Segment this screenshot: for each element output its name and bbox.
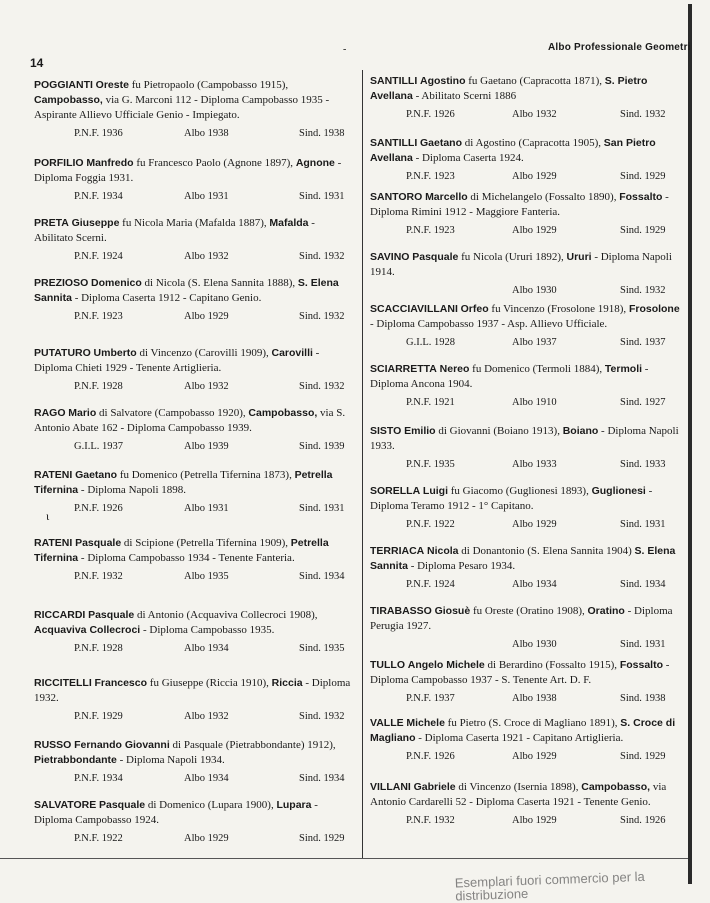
entry-pnf: P.N.F. 1932 bbox=[74, 571, 123, 582]
registry-entry bbox=[370, 250, 682, 301]
entry-residence: Mafalda bbox=[269, 217, 309, 229]
entry-text bbox=[370, 250, 682, 280]
registry-entry bbox=[370, 484, 682, 535]
entry-albo: Albo 1929 bbox=[184, 833, 229, 844]
entry-parentage: di Nicola (S. Elena Sannita 1888), bbox=[144, 277, 296, 289]
entry-surname: VALLE bbox=[370, 717, 404, 729]
entry-albo: Albo 1939 bbox=[184, 441, 229, 452]
entry-surname: PREZIOSO bbox=[34, 277, 89, 289]
entry-albo: Albo 1932 bbox=[184, 711, 229, 722]
entry-registrations bbox=[370, 751, 682, 767]
entry-pnf: P.N.F. 1929 bbox=[74, 711, 123, 722]
entry-pnf: P.N.F. 1922 bbox=[406, 519, 455, 530]
registry-entry bbox=[370, 658, 682, 709]
entry-sind: Sind. 1929 bbox=[620, 225, 666, 236]
entry-qualifications: - Diploma Foggia 1931. bbox=[34, 157, 342, 184]
entry-text bbox=[34, 798, 356, 828]
entry-parentage: fu Vincenzo (Frosolone 1918), bbox=[491, 303, 627, 315]
entry-residence: Frosolone bbox=[628, 303, 680, 315]
entry-sind: Sind. 1934 bbox=[299, 571, 345, 582]
entry-firstname: Oreste bbox=[95, 79, 129, 91]
registry-entry bbox=[370, 74, 682, 125]
entry-text bbox=[34, 156, 356, 186]
entry-albo: Albo 1930 bbox=[512, 639, 557, 650]
entry-text bbox=[34, 608, 356, 638]
entry-text bbox=[370, 190, 682, 220]
entry-pnf: P.N.F. 1928 bbox=[74, 381, 123, 392]
entry-surname: SANTILLI bbox=[370, 75, 418, 87]
registry-entry bbox=[34, 468, 356, 519]
entry-parentage: di Michelangelo (Fossalto 1890), bbox=[470, 191, 617, 203]
entry-text bbox=[370, 362, 682, 392]
entry-residence: Campobasso, bbox=[34, 94, 103, 106]
entry-pnf: P.N.F. 1934 bbox=[74, 773, 123, 784]
entry-pnf: P.N.F. 1937 bbox=[406, 693, 455, 704]
entry-firstname: Orfeo bbox=[460, 303, 489, 315]
entry-registrations bbox=[370, 459, 682, 475]
stamp-text: Esemplari fuori commercio per la distribuzione bbox=[454, 868, 646, 903]
registry-entry bbox=[370, 544, 682, 595]
entry-parentage: di Scipione (Petrella Tifernina 1909), bbox=[123, 537, 288, 549]
entry-sind: Sind. 1932 bbox=[299, 311, 345, 322]
entry-qualifications: - Diploma Ancona 1904. bbox=[370, 363, 649, 390]
entry-qualifications: - Diploma Napoli 1898. bbox=[80, 484, 187, 496]
entry-parentage: di Pasquale (Pietrabbondante) 1912), bbox=[172, 739, 336, 751]
entry-surname: SALVATORE bbox=[34, 799, 97, 811]
entry-residence: Pietrabbondante bbox=[34, 754, 117, 766]
entry-residence: S. Elena Sannita bbox=[370, 545, 676, 572]
entry-residence: San Pietro Avellana bbox=[370, 137, 656, 164]
entry-surname: TULLO bbox=[370, 659, 405, 671]
column-divider bbox=[362, 70, 363, 858]
entry-firstname: Agostino bbox=[420, 75, 466, 87]
entry-residence: Petrella Tifernina bbox=[34, 469, 333, 496]
entry-residence: Campobasso, bbox=[248, 407, 318, 419]
entry-registrations bbox=[370, 693, 682, 709]
entry-residence: Guglionesi bbox=[591, 485, 646, 497]
registry-entry bbox=[370, 604, 682, 655]
registry-entry bbox=[34, 276, 356, 327]
entry-firstname: Pasquale bbox=[98, 799, 146, 811]
registry-entry bbox=[370, 424, 682, 475]
entry-qualifications: - Diploma Napoli 1933. bbox=[370, 425, 679, 452]
entry-firstname: Gabriele bbox=[413, 781, 456, 793]
entry-pnf: P.N.F. 1923 bbox=[74, 311, 123, 322]
entry-albo: Albo 1931 bbox=[184, 503, 229, 514]
entry-text bbox=[370, 658, 682, 688]
entry-registrations bbox=[34, 571, 356, 587]
entry-sind: Sind. 1934 bbox=[299, 773, 345, 784]
header-mark: - bbox=[343, 44, 347, 55]
entry-sind: Sind. 1931 bbox=[299, 503, 345, 514]
entry-parentage: fu Pietro (S. Croce di Magliano 1891), bbox=[447, 717, 618, 729]
page-edge-line bbox=[688, 4, 692, 884]
entry-albo: Albo 1934 bbox=[184, 643, 229, 654]
entry-surname: RATENI bbox=[34, 469, 73, 481]
entry-firstname: Nereo bbox=[439, 363, 470, 375]
entry-firstname: Pasquale bbox=[88, 609, 135, 621]
entry-firstname: Pasquale bbox=[75, 537, 122, 549]
entry-sind: Sind. 1933 bbox=[620, 459, 666, 470]
registry-entry bbox=[370, 302, 682, 353]
entry-albo: Albo 1934 bbox=[512, 579, 557, 590]
entry-pnf: P.N.F. 1928 bbox=[74, 643, 123, 654]
entry-registrations bbox=[370, 815, 682, 831]
entry-parentage: fu Nicola (Ururi 1892), bbox=[461, 251, 564, 263]
entry-surname: RICCARDI bbox=[34, 609, 86, 621]
entry-qualifications: - Diploma Campobasso 1934 - Tenente Fanteria. bbox=[80, 552, 295, 564]
entry-surname: SANTILLI bbox=[370, 137, 418, 149]
entry-registrations bbox=[370, 109, 682, 125]
entry-pnf: P.N.F. 1921 bbox=[406, 397, 455, 408]
entry-albo: Albo 1935 bbox=[184, 571, 229, 582]
entry-albo: Albo 1938 bbox=[184, 128, 229, 139]
entry-albo: Albo 1930 bbox=[512, 285, 557, 296]
entry-firstname: Luigi bbox=[422, 485, 448, 497]
entry-sind: Sind. 1931 bbox=[620, 639, 666, 650]
entry-residence: Carovilli bbox=[271, 347, 313, 359]
entry-qualifications: - Diploma Caserta 1912 - Capitano Genio. bbox=[74, 292, 262, 304]
entry-parentage: fu Nicola Maria (Mafalda 1887), bbox=[122, 217, 267, 229]
entry-sind: Sind. 1932 bbox=[620, 109, 666, 120]
entry-firstname: Umberto bbox=[93, 347, 137, 359]
entry-registrations bbox=[34, 773, 356, 789]
entry-qualifications: - Diploma Teramo 1912 - 1° Capitano. bbox=[370, 485, 653, 512]
entry-sind: Sind. 1934 bbox=[620, 579, 666, 590]
entry-qualifications: - Diploma Napoli 1914. bbox=[370, 251, 672, 278]
entry-pnf: P.N.F. 1926 bbox=[74, 503, 123, 514]
entry-surname: PRETA bbox=[34, 217, 69, 229]
registry-entry bbox=[34, 536, 356, 587]
entry-parentage: di Vincenzo (Isernia 1898), bbox=[458, 781, 579, 793]
entry-surname: SORELLA bbox=[370, 485, 421, 497]
entry-surname: SCACCIAVILLANI bbox=[370, 303, 458, 315]
entry-surname: VILLANI bbox=[370, 781, 411, 793]
entry-sind: Sind. 1932 bbox=[299, 251, 345, 262]
entry-text bbox=[34, 536, 356, 566]
entry-text bbox=[34, 78, 356, 123]
entry-surname: TIRABASSO bbox=[370, 605, 432, 617]
entry-pnf: P.N.F. 1935 bbox=[406, 459, 455, 470]
entry-text bbox=[370, 302, 682, 332]
entry-parentage: di Giovanni (Boiano 1913), bbox=[438, 425, 560, 437]
registry-entry bbox=[370, 716, 682, 767]
entry-sind: Sind. 1938 bbox=[620, 693, 666, 704]
entry-registrations bbox=[34, 503, 356, 519]
entry-albo: Albo 1929 bbox=[512, 751, 557, 762]
entry-registrations bbox=[34, 643, 356, 659]
registry-entry bbox=[34, 608, 356, 659]
entry-residence: Lupara bbox=[276, 799, 312, 811]
entry-text bbox=[370, 424, 682, 454]
entry-parentage: fu Giacomo (Guglionesi 1893), bbox=[450, 485, 589, 497]
entry-parentage: di Donantonio (S. Elena Sannita 1904) bbox=[461, 545, 632, 557]
entry-parentage: fu Giuseppe (Riccia 1910), bbox=[149, 677, 269, 689]
entry-text bbox=[370, 74, 682, 104]
entry-pnf: P.N.F. 1922 bbox=[74, 833, 123, 844]
entry-residence: Agnone bbox=[295, 157, 335, 169]
entry-qualifications: - Diploma Campobasso 1924. bbox=[34, 799, 318, 826]
entry-qualifications: - Diploma Caserta 1924. bbox=[415, 152, 524, 164]
entry-albo: Albo 1937 bbox=[512, 337, 557, 348]
entry-parentage: fu Domenico (Termoli 1884), bbox=[472, 363, 603, 375]
entry-albo: Albo 1929 bbox=[512, 225, 557, 236]
entry-firstname: Marcello bbox=[425, 191, 468, 203]
entry-residence: Acquaviva Collecroci bbox=[34, 624, 141, 636]
registry-entry bbox=[34, 676, 356, 727]
entry-parentage: di Agostino (Capracotta 1905), bbox=[464, 137, 602, 149]
entry-sind: Sind. 1932 bbox=[299, 711, 345, 722]
entry-pnf: G.I.L. 1928 bbox=[406, 337, 455, 348]
entry-registrations bbox=[34, 128, 356, 144]
entry-text bbox=[34, 468, 356, 498]
entry-text bbox=[34, 738, 356, 768]
entry-parentage: di Vincenzo (Carovilli 1909), bbox=[139, 347, 269, 359]
entry-text bbox=[370, 780, 682, 810]
entry-text bbox=[370, 484, 682, 514]
entry-surname: PORFILIO bbox=[34, 157, 84, 169]
entry-qualifications: via G. Marconi 112 - Diploma Campobasso 1935 - Aspirante Allievo Ufficiale Genio - Impiegato. bbox=[34, 94, 330, 121]
registry-entry bbox=[370, 362, 682, 413]
entry-sind: Sind. 1937 bbox=[620, 337, 666, 348]
entry-residence: Fossalto bbox=[619, 191, 663, 203]
entry-surname: SANTORO bbox=[370, 191, 423, 203]
entry-firstname: Giuseppe bbox=[71, 217, 120, 229]
entry-registrations bbox=[370, 519, 682, 535]
entry-text bbox=[370, 604, 682, 634]
entry-text bbox=[34, 406, 356, 436]
entry-text bbox=[370, 136, 682, 166]
entry-qualifications: - Abilitato Scerni 1886 bbox=[415, 90, 517, 102]
entry-registrations bbox=[34, 833, 356, 849]
entry-residence: Riccia bbox=[271, 677, 303, 689]
entry-sind: Sind. 1929 bbox=[299, 833, 345, 844]
entry-firstname: Francesco bbox=[94, 677, 148, 689]
entry-pnf: P.N.F. 1923 bbox=[406, 225, 455, 236]
entry-registrations bbox=[370, 337, 682, 353]
entry-residence: S. Pietro Avellana bbox=[370, 75, 648, 102]
entry-parentage: fu Oreste (Oratino 1908), bbox=[472, 605, 585, 617]
entry-registrations bbox=[34, 711, 356, 727]
entry-sind: Sind. 1932 bbox=[299, 381, 345, 392]
entry-surname: PUTATURO bbox=[34, 347, 91, 359]
entry-albo: Albo 1929 bbox=[512, 519, 557, 530]
entry-parentage: fu Domenico (Petrella Tifernina 1873), bbox=[119, 469, 292, 481]
registry-entry bbox=[34, 346, 356, 397]
registry-entry bbox=[34, 216, 356, 267]
registry-entry bbox=[34, 798, 356, 849]
entry-qualifications: - Diploma Campobasso 1937 - Asp. Allievo Ufficiale. bbox=[370, 318, 608, 330]
entry-pnf: P.N.F. 1936 bbox=[74, 128, 123, 139]
entry-surname: SCIARRETTA bbox=[370, 363, 437, 375]
running-header: Albo Professionale Geometri bbox=[548, 42, 691, 53]
registry-entry bbox=[370, 136, 682, 187]
entry-albo: Albo 1932 bbox=[184, 251, 229, 262]
entry-pnf: P.N.F. 1934 bbox=[74, 191, 123, 202]
entry-parentage: di Berardino (Fossalto 1915), bbox=[487, 659, 618, 671]
entry-text bbox=[34, 216, 356, 246]
registry-entry bbox=[34, 738, 356, 789]
entry-firstname: Domenico bbox=[91, 277, 142, 289]
entry-registrations bbox=[34, 381, 356, 397]
entry-parentage: fu Pietropaolo (Campobasso 1915), bbox=[131, 79, 289, 91]
entry-albo: Albo 1931 bbox=[184, 191, 229, 202]
entry-sind: Sind. 1931 bbox=[299, 191, 345, 202]
entry-registrations bbox=[370, 579, 682, 595]
entry-registrations bbox=[34, 191, 356, 207]
entry-residence: Termoli bbox=[604, 363, 643, 375]
entry-residence: S. Elena Sannita bbox=[34, 277, 339, 304]
entry-pnf: P.N.F. 1926 bbox=[406, 751, 455, 762]
entry-surname: RUSSO bbox=[34, 739, 72, 751]
entry-text bbox=[370, 716, 682, 746]
entry-qualifications: - Diploma Napoli 1934. bbox=[119, 754, 225, 766]
registry-entry bbox=[34, 406, 356, 457]
entry-text bbox=[370, 544, 682, 574]
entry-albo: Albo 1933 bbox=[512, 459, 557, 470]
entry-pnf: P.N.F. 1926 bbox=[406, 109, 455, 120]
entry-albo: Albo 1929 bbox=[512, 171, 557, 182]
entry-parentage: fu Gaetano (Capracotta 1871), bbox=[468, 75, 603, 87]
entry-albo: Albo 1932 bbox=[184, 381, 229, 392]
entry-firstname: Emilio bbox=[404, 425, 436, 437]
entry-surname: SISTO bbox=[370, 425, 402, 437]
stray-mark: ι bbox=[46, 509, 50, 523]
entry-pnf: P.N.F. 1923 bbox=[406, 171, 455, 182]
page-number: 14 bbox=[30, 56, 44, 70]
entry-qualifications: via S. Antonio Abate 162 - Diploma Campobasso 1939. bbox=[34, 407, 346, 434]
entry-qualifications: - Diploma Caserta 1921 - Capitano Artiglieria. bbox=[418, 732, 624, 744]
entry-sind: Sind. 1926 bbox=[620, 815, 666, 826]
entry-registrations bbox=[370, 171, 682, 187]
entry-sind: Sind. 1929 bbox=[620, 171, 666, 182]
entry-registrations bbox=[34, 311, 356, 327]
entry-pnf: P.N.F. 1932 bbox=[406, 815, 455, 826]
entry-qualifications: - Diploma Perugia 1927. bbox=[370, 605, 673, 632]
entry-firstname: Pasquale bbox=[412, 251, 459, 263]
entry-qualifications: - Abilitato Scerni. bbox=[34, 217, 315, 244]
entry-qualifications: - Diploma Rimini 1912 - Maggiore Fanteria. bbox=[370, 191, 669, 218]
entry-surname: SAVINO bbox=[370, 251, 410, 263]
entry-pnf: P.N.F. 1924 bbox=[406, 579, 455, 590]
registry-entry bbox=[370, 190, 682, 241]
entry-firstname: Gaetano bbox=[420, 137, 463, 149]
entry-surname: RAGO bbox=[34, 407, 66, 419]
entry-surname: POGGIANTI bbox=[34, 79, 93, 91]
entry-sind: Sind. 1932 bbox=[620, 285, 666, 296]
entry-parentage: di Salvatore (Campobasso 1920), bbox=[99, 407, 246, 419]
entry-parentage: di Antonio (Acquaviva Collecroci 1908), bbox=[136, 609, 318, 621]
entry-firstname: Fernando Giovanni bbox=[74, 739, 170, 751]
entry-text bbox=[34, 276, 356, 306]
entry-firstname: Angelo Michele bbox=[407, 659, 485, 671]
entry-firstname: Giosuè bbox=[434, 605, 471, 617]
entry-sind: Sind. 1935 bbox=[299, 643, 345, 654]
entry-albo: Albo 1929 bbox=[512, 815, 557, 826]
entry-registrations bbox=[34, 441, 356, 457]
entry-parentage: fu Francesco Paolo (Agnone 1897), bbox=[136, 157, 294, 169]
entry-residence: Petrella Tifernina bbox=[34, 537, 329, 564]
entry-albo: Albo 1929 bbox=[184, 311, 229, 322]
entry-albo: Albo 1934 bbox=[184, 773, 229, 784]
entry-qualifications: - Diploma Campobasso 1937 - S. Tenente Art. D. F. bbox=[370, 659, 670, 686]
entry-residence: Campobasso, bbox=[581, 781, 651, 793]
bottom-rule bbox=[0, 858, 688, 859]
entry-firstname: Michele bbox=[406, 717, 445, 729]
entry-registrations bbox=[34, 251, 356, 267]
entry-pnf: P.N.F. 1924 bbox=[74, 251, 123, 262]
entry-firstname: Manfredo bbox=[86, 157, 134, 169]
entry-firstname: Nicola bbox=[427, 545, 459, 557]
entry-residence: Fossalto bbox=[619, 659, 663, 671]
entry-sind: Sind. 1938 bbox=[299, 128, 345, 139]
entry-registrations bbox=[370, 225, 682, 241]
entry-albo: Albo 1932 bbox=[512, 109, 557, 120]
entry-text bbox=[34, 346, 356, 376]
entry-albo: Albo 1910 bbox=[512, 397, 557, 408]
entry-registrations bbox=[370, 639, 682, 655]
entry-residence: Boiano bbox=[562, 425, 599, 437]
entry-qualifications: - Diploma Chieti 1929 - Tenente Artiglieria. bbox=[34, 347, 320, 374]
registry-entry bbox=[370, 780, 682, 831]
entry-surname: RATENI bbox=[34, 537, 73, 549]
entry-surname: RICCITELLI bbox=[34, 677, 92, 689]
entry-sind: Sind. 1929 bbox=[620, 751, 666, 762]
entry-pnf: G.I.L. 1937 bbox=[74, 441, 123, 452]
entry-sind: Sind. 1931 bbox=[620, 519, 666, 530]
entry-residence: Oratino bbox=[587, 605, 625, 617]
registry-entry bbox=[34, 156, 356, 207]
entry-text bbox=[34, 676, 356, 706]
entry-surname: TERRIACA bbox=[370, 545, 425, 557]
entry-qualifications: - Diploma Pesaro 1934. bbox=[410, 560, 516, 572]
entry-residence: Ururi bbox=[566, 251, 592, 263]
entry-registrations bbox=[370, 285, 682, 301]
entry-sind: Sind. 1939 bbox=[299, 441, 345, 452]
entry-registrations bbox=[370, 397, 682, 413]
entry-qualifications: via Antonio Cardarelli 52 - Diploma Caserta 1921 - Tenente Genio. bbox=[370, 781, 667, 808]
entry-firstname: Gaetano bbox=[75, 469, 118, 481]
entry-firstname: Mario bbox=[68, 407, 97, 419]
entry-sind: Sind. 1927 bbox=[620, 397, 666, 408]
registry-entry bbox=[34, 78, 356, 144]
entry-qualifications: - Diploma Campobasso 1935. bbox=[142, 624, 275, 636]
entry-albo: Albo 1938 bbox=[512, 693, 557, 704]
entry-qualifications: - Diploma 1932. bbox=[34, 677, 351, 704]
entry-parentage: di Domenico (Lupara 1900), bbox=[147, 799, 274, 811]
entry-residence: S. Croce di Magliano bbox=[370, 717, 676, 744]
